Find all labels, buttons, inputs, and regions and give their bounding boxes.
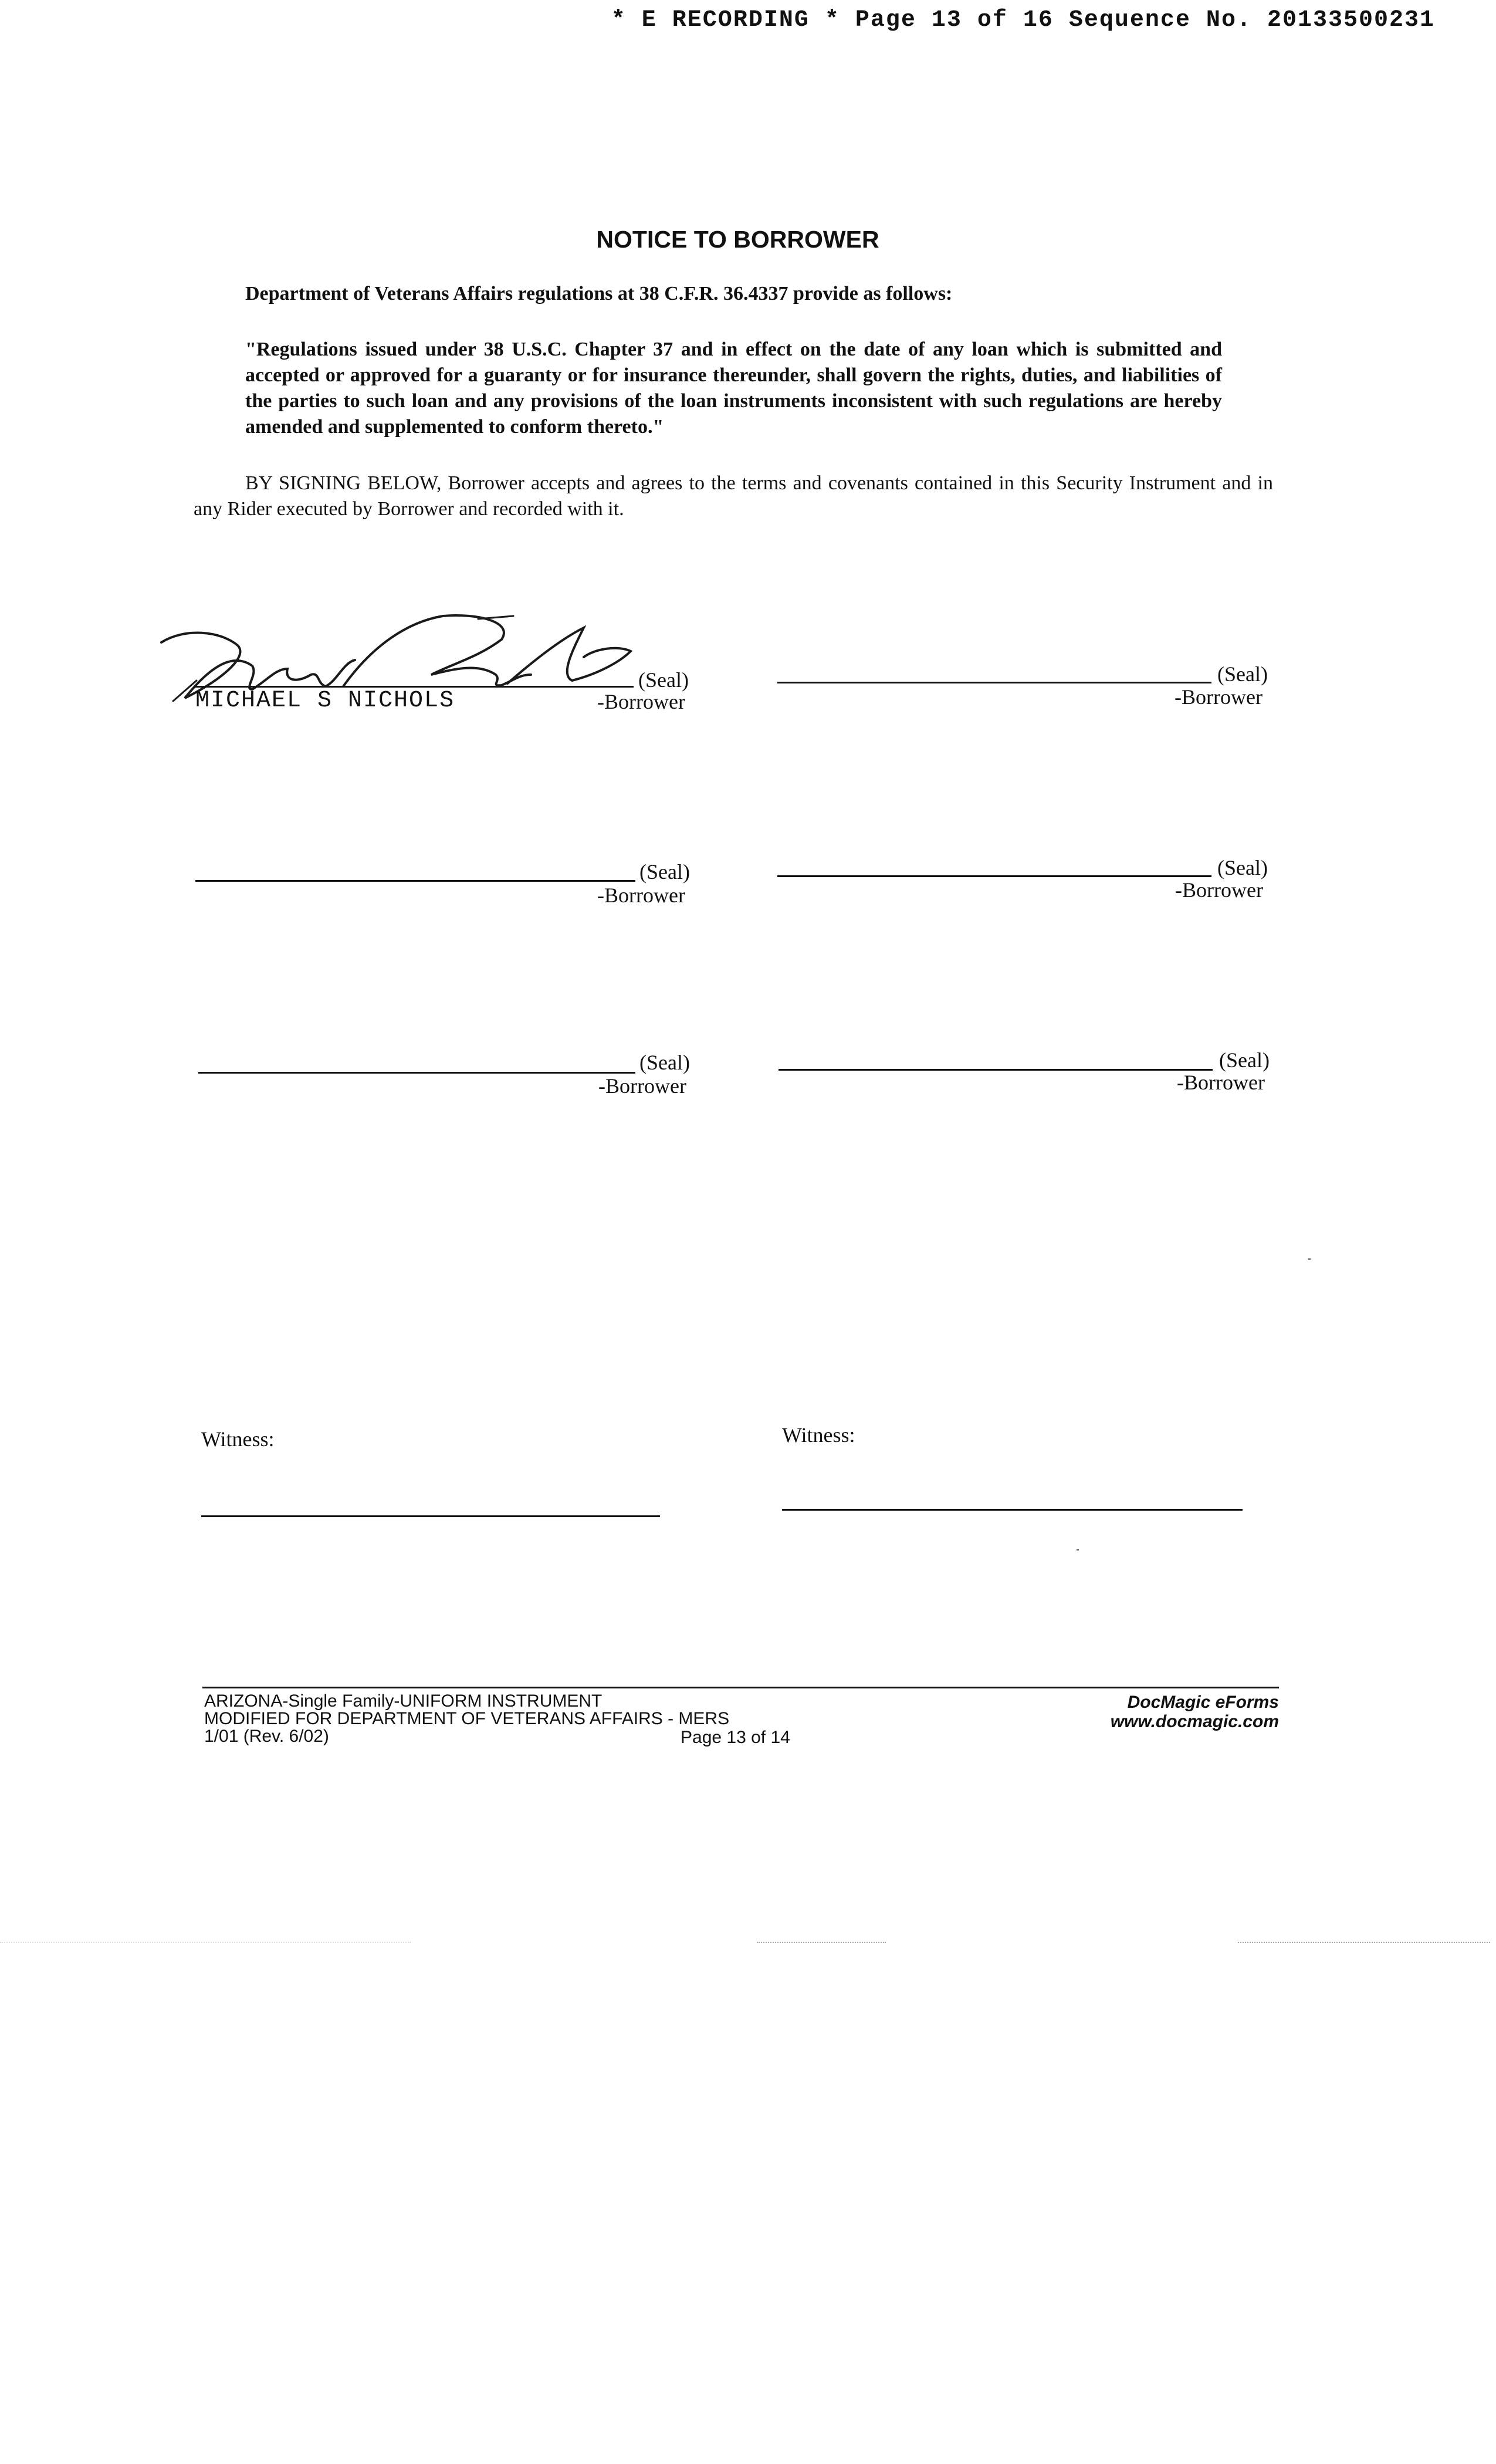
witness-label: Witness: <box>782 1423 855 1447</box>
seal-label: (Seal) <box>1217 662 1268 686</box>
scan-artifact-line <box>757 1942 886 1943</box>
docmagic-logo: DocMagic eForms <box>1127 1693 1279 1712</box>
signature-line <box>777 682 1211 683</box>
borrower-role-label: -Borrower <box>597 884 685 907</box>
signing-statement: BY SIGNING BELOW, Borrower accepts and agrees to the terms and covenants contained in this Security Instrument and in any Rider executed by Borrower and recorded with it. <box>194 472 1273 520</box>
borrower-role-label: -Borrower <box>598 1074 686 1098</box>
scan-speck <box>1077 1549 1079 1551</box>
borrower-printed-name: MICHAEL S NICHOLS <box>195 688 455 714</box>
regulations-intro: Department of Veterans Affairs regulations at 38 C.F.R. 36.4337 provide as follows: <box>245 283 953 304</box>
signature-line <box>195 880 635 882</box>
seal-label: (Seal) <box>638 668 689 692</box>
witness-signature-line <box>201 1515 660 1517</box>
regulations-quote: "Regulations issued under 38 U.S.C. Chapter 37 and in effect on the date of any loan which is submitted and accepted or approved for a guaranty or for insurance thereunder, shall govern the rights, duties, and liabilities of the parties to such loan and any provisions of the loan instruments inconsistent with such regulations are hereby amended and supplemented to conform thereto." <box>245 339 1222 438</box>
signature-line <box>779 1069 1213 1071</box>
scan-artifact-line <box>1238 1942 1490 1943</box>
recording-stamp: * E RECORDING * Page 13 of 16 Sequence No. 20133500231 <box>611 7 1435 33</box>
scan-speck <box>1308 1258 1311 1260</box>
signature-line <box>198 1072 635 1074</box>
borrower-role-label: -Borrower <box>1175 878 1263 902</box>
page-number: Page 13 of 14 <box>681 1728 790 1747</box>
form-identifier: ARIZONA-Single Family-UNIFORM INSTRUMENT MODIFIED FOR DEPARTMENT OF VETERANS AFFAIRS - MERS 1/01 (Rev. 6/02) <box>204 1691 730 1746</box>
page-title: NOTICE TO BORROWER <box>596 226 879 253</box>
seal-label: (Seal) <box>639 1051 690 1074</box>
witness-label: Witness: <box>201 1427 275 1451</box>
footer-rule <box>202 1687 1279 1688</box>
seal-label: (Seal) <box>1219 1048 1270 1072</box>
scan-artifact-line <box>0 1942 411 1943</box>
seal-label: (Seal) <box>639 860 690 884</box>
borrower-role-label: -Borrower <box>1177 1071 1265 1094</box>
witness-signature-line <box>782 1509 1243 1511</box>
seal-label: (Seal) <box>1217 856 1268 879</box>
docmagic-url: www.docmagic.com <box>1110 1712 1279 1731</box>
borrower-role-label: -Borrower <box>1175 685 1263 709</box>
signature-line <box>777 875 1211 877</box>
borrower-role-label: -Borrower <box>597 690 685 713</box>
